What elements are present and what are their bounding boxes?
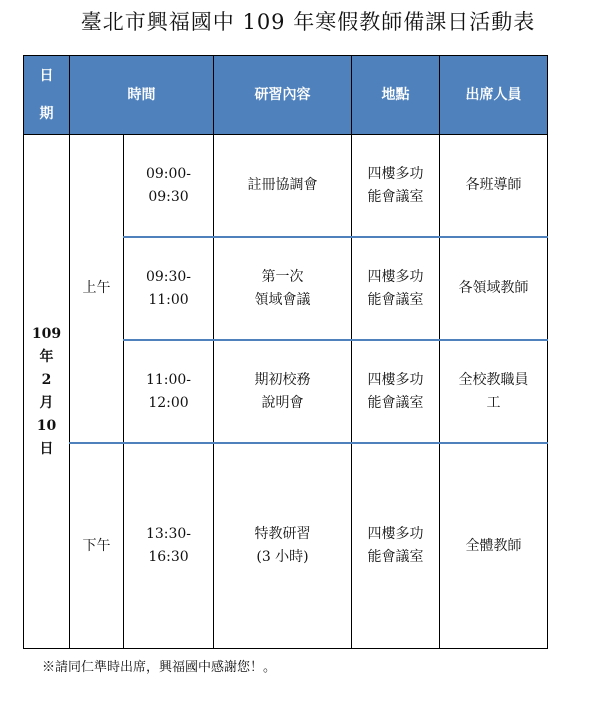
attendees-cell: 全體教師 — [440, 443, 548, 649]
header-attendees: 出席人員 — [440, 56, 548, 135]
location-cell: 四樓多功 能會議室 — [352, 340, 440, 443]
table-row — [24, 443, 548, 649]
header-time: 時間 — [70, 56, 214, 135]
date-cell: 109 年 2 月 10 日 — [24, 135, 70, 649]
period-afternoon: 下午 — [70, 443, 124, 649]
attendees-cell: 各領域教師 — [440, 237, 548, 340]
footer-note: ※請同仁準時出席，興福國中感謝您！。 — [42, 660, 277, 675]
time-cell: 11:00- 12:00 — [124, 340, 214, 443]
header-location: 地點 — [352, 56, 440, 135]
attendees-cell: 各班導師 — [440, 135, 548, 238]
content-cell: 註冊協調會 — [214, 135, 352, 238]
location-cell: 四樓多功 能會議室 — [352, 443, 440, 649]
time-cell: 09:30- 11:00 — [124, 237, 214, 340]
period-morning: 上午 — [70, 135, 124, 444]
content-cell: 特教研習 (3 小時) — [214, 443, 352, 649]
time-cell: 13:30- 16:30 — [124, 443, 214, 649]
content-cell: 第一次 領域會議 — [214, 237, 352, 340]
schedule-table — [23, 55, 548, 649]
attendees-cell: 全校教職員 工 — [440, 340, 548, 443]
location-cell: 四樓多功 能會議室 — [352, 237, 440, 340]
document-title: 臺北市興福國中 109 年寒假教師備課日活動表 — [80, 10, 536, 34]
content-cell: 期初校務 說明會 — [214, 340, 352, 443]
header-date: 日 期 — [24, 56, 70, 135]
location-cell: 四樓多功 能會議室 — [352, 135, 440, 238]
header-content: 研習內容 — [214, 56, 352, 135]
time-cell: 09:00- 09:30 — [124, 135, 214, 238]
table-header-row — [24, 56, 548, 135]
table-row — [24, 135, 548, 238]
